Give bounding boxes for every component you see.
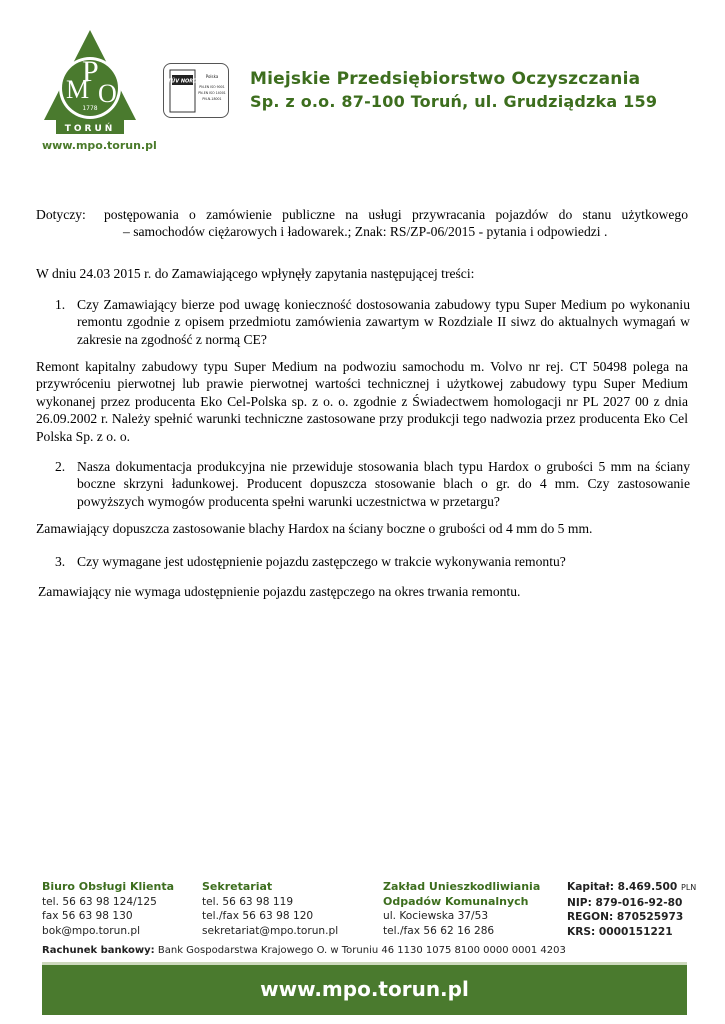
website-link-bottom[interactable]: www.mpo.torun.pl <box>260 977 469 1001</box>
tuv-certificate-badge <box>163 63 229 118</box>
footer-regon: REGON: 870525973 <box>567 911 684 923</box>
footer-customer-service <box>42 880 174 938</box>
question-text: Nasza dokumentacja produkcyjna nie przewiduje stosowania blach typu Hardox o grubości 5 mm na ściany boczne skrzyni ładunkowej. Producent dopuszcza stosowanie blach o gr. do 4 mm. Czy zastosowanie powyższych wymogów producenta spełni warunki uczestnictwa w przetargu? <box>77 459 690 509</box>
company-address: Sp. z o.o. 87-100 Toruń, ul. Grudziądzka 159 <box>250 92 658 111</box>
footer-email[interactable]: bok@mpo.torun.pl <box>42 924 141 937</box>
footer-krs: KRS: 0000151221 <box>567 925 673 938</box>
footer-nip: NIP: 879-016-92-80 <box>567 896 683 909</box>
footer-phone-fax: tel./fax 56 62 16 286 <box>383 924 495 937</box>
footer-address: ul. Kociewska 37/53 <box>383 910 489 922</box>
answer-1: Remont kapitalny zabudowy typu Super Medium na podwoziu samochodu m. Volvo nr rej. CT 50498 polega na przywróceniu pierwotnej lub prawie pierwotnej wartości technicznej i użytkowej zabudowy typu Super Medium wykonanej przez producenta Eko Cel-Polska sp. z o. o. zgodnie z Świadectwem homologacji nr PL 2027 00 z dnia 26.09.2002 r. Należy spełnić warunki techniczne zastosowane przy produkcji tego nadwozia przez producenta Eko Cel Polska Sp. z o. o. <box>36 359 688 444</box>
tuv-brand: TÜV NORD <box>167 78 198 85</box>
tuv-cert-2: PN-EN ISO 14001 <box>198 91 226 95</box>
bank-label: Rachunek bankowy: <box>42 945 155 956</box>
footer-company-ids <box>567 880 696 939</box>
question-1 <box>55 296 690 348</box>
logo-year: 1778 <box>82 105 98 112</box>
capital-unit: PLN <box>681 883 697 892</box>
website-link-top: www.mpo.torun.pl <box>42 139 157 152</box>
footer-phone: tel. 56 63 98 124/125 <box>42 895 157 908</box>
tuv-country: Polska <box>205 74 219 79</box>
question-3 <box>55 553 690 570</box>
footer-heading-2: Odpadów Komunalnych <box>383 894 529 908</box>
footer-heading: Zakład Unieszkodliwiania <box>383 880 541 893</box>
footer-secretariat <box>202 880 338 938</box>
footer-heading: Sekretariat <box>202 880 273 893</box>
tuv-cert-1: PN-EN ISO 9001 <box>199 85 225 89</box>
subject-line-1: postępowania o zamówienie publiczne na usługi przywracania pojazdów do stanu użytkowego <box>104 207 688 222</box>
footer-fax: fax 56 63 98 130 <box>42 910 133 922</box>
logo-letter-m: M <box>66 75 90 104</box>
subject-block <box>36 206 688 241</box>
capital-value: Kapitał: 8.469.500 <box>567 881 678 893</box>
subject-line-2: – samochodów ciężarowych i ładowarek.; Znak: RS/ZP-06/2015 - pytania i odpowiedzi . <box>123 224 608 240</box>
footer-email[interactable]: sekretariat@mpo.torun.pl <box>202 924 339 937</box>
footer-heading: Biuro Obsługi Klienta <box>42 880 174 893</box>
footer-waste-plant <box>383 880 540 938</box>
question-number: 2. <box>55 459 66 474</box>
answer-3: Zamawiający nie wymaga udostępnienie pojazdu zastępczego na okres trwania remontu. <box>38 584 521 599</box>
subject-label: Dotyczy: <box>36 207 86 222</box>
logo-city: TORUŃ <box>64 124 116 134</box>
logo-letter-o: O <box>98 79 117 108</box>
answer-2: Zamawiający dopuszcza zastosowanie blachy Hardox na ściany boczne o grubości od 4 mm do 5 mm. <box>36 521 593 536</box>
footer-bank-account <box>42 945 687 956</box>
question-number: 1. <box>55 297 66 312</box>
logo-letter-p: P <box>82 55 99 88</box>
company-name: Miejskie Przedsiębiorstwo Oczyszczania <box>250 69 641 89</box>
footer-phone-fax: tel./fax 56 63 98 120 <box>202 910 314 922</box>
bank-value: Bank Gospodarstwa Krajowego O. w Toruniu 46 1130 1075 8100 0000 0001 4203 <box>157 945 566 956</box>
company-header <box>250 67 710 113</box>
tuv-cert-3: PN-N-18001 <box>202 97 222 101</box>
intro-paragraph: W dniu 24.03 2015 r. do Zamawiającego wpłynęły zapytania następującej treści: <box>36 266 475 281</box>
question-2 <box>55 458 690 510</box>
footer-capital <box>567 880 696 896</box>
question-text: Czy Zamawiający bierze pod uwagę konieczność dostosowania zabudowy typu Super Medium po wykonaniu remontu zgodnie z opisem przedmiotu zamówienia zawartym w Rozdziale II siwz do aktualnych wymagań w zakresie na zgodność z normą CE? <box>77 297 690 347</box>
question-text: Czy wymagane jest udostępnienie pojazdu zastępczego w trakcie wykonywania remontu? <box>77 554 566 569</box>
footer-phone: tel. 56 63 98 119 <box>202 895 294 908</box>
mpo-logo <box>42 28 138 136</box>
question-number: 3. <box>55 554 66 569</box>
